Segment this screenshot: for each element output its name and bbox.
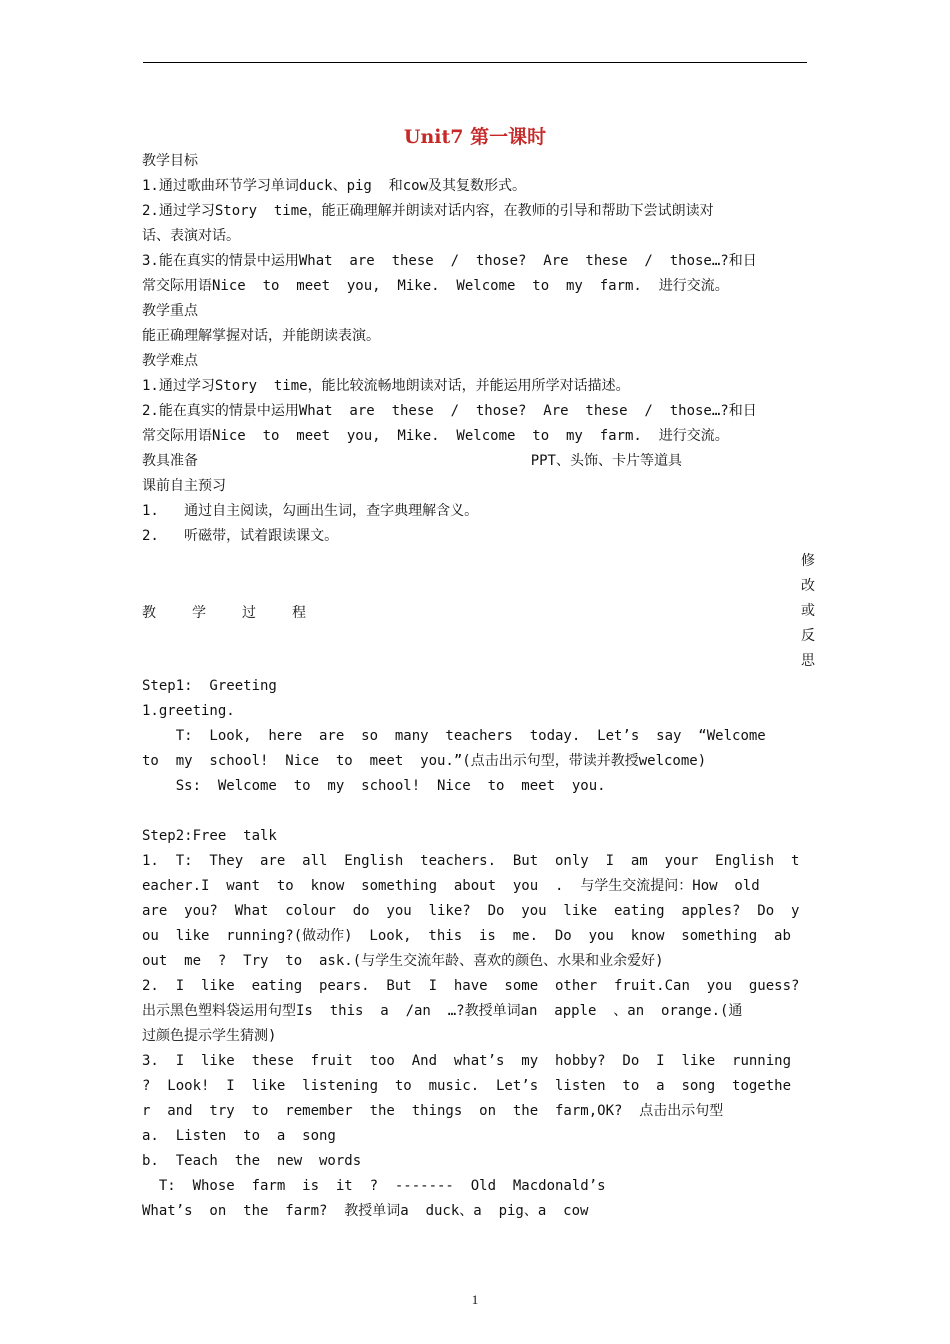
revise-char: 或	[801, 603, 815, 619]
preview-line: 1. 通过自主阅读，勾画出生词，查字典理解含义。	[142, 503, 479, 519]
step1-line: Ss: Welcome to my school! Nice to meet you.	[142, 778, 606, 794]
teaching-aids-row	[142, 449, 810, 474]
preview-heading: 课前自主预习	[142, 478, 226, 494]
step2-line: T: Whose farm is it ? ------- Old Macdonald’s	[142, 1178, 606, 1194]
difficult-heading: 教学难点	[142, 353, 198, 369]
difficult-line: 1.通过学习Story time，能比较流畅地朗读对话，并能运用所学对话描述。	[142, 378, 630, 394]
key-text: 能正确理解掌握对话，并能朗读表演。	[142, 328, 380, 344]
document-title: Unit7 第一课时	[403, 126, 547, 148]
goal-line: 2.通过学习Story time，能正确理解并朗读对话内容，在教师的引导和帮助下尝试朗读对	[142, 203, 714, 219]
step2-line: ? Look! I like listening to music. Let’s listen to a song togethe	[142, 1078, 792, 1094]
difficult-line: 2.能在真实的情景中运用What are these / those? Are these / those…?和日	[142, 403, 757, 419]
step2-line: eacher.I want to know something about you . 与学生交流提问：How old	[142, 878, 760, 894]
step2-line: 过颜色提示学生猜测)	[142, 1028, 277, 1044]
step2-line: b. Teach the new words	[142, 1153, 362, 1169]
goals-heading: 教学目标	[142, 153, 198, 169]
spacer	[142, 799, 810, 824]
step2-line: are you? What colour do you like? Do you like eating apples? Do y	[142, 903, 800, 919]
step2-line: 1. T: They are all English teachers. But only I am your English t	[142, 853, 800, 869]
process-heading: 教学过程	[142, 604, 342, 621]
step1-line: to my school! Nice to meet you.”(点击出示句型，带读并教授welcome)	[142, 753, 707, 769]
key-heading: 教学重点	[142, 303, 198, 319]
step2-line: out me ? Try to ask.(与学生交流年龄、喜欢的颜色、水果和业余爱好)	[142, 953, 664, 969]
revise-char: 思	[801, 653, 815, 669]
step1-sub: 1.greeting.	[142, 703, 235, 719]
teaching-aids-label: 教具准备	[142, 453, 198, 469]
header-rule	[143, 62, 807, 63]
goal-line: 3.能在真实的情景中运用What are these / those? Are these / those…?和日	[142, 253, 757, 269]
goal-line: 话、表演对话。	[142, 228, 240, 244]
step2-line: What’s on the farm? 教授单词a duck、a pig、a cow	[142, 1203, 589, 1219]
document-body	[142, 149, 815, 1224]
step2-line: ou like running?(做动作) Look, this is me. Do you know something ab	[142, 928, 791, 944]
page-number: 1	[471, 1292, 479, 1307]
step2-line: a. Listen to a song	[142, 1128, 336, 1144]
step2-line: 3. I like these fruit too And what’s my hobby? Do I like running	[142, 1053, 792, 1069]
goal-line: 1.通过歌曲环节学习单词duck、pig 和cow及其复数形式。	[142, 178, 527, 194]
step2-line: r and try to remember the things on the farm,OK? 点击出示句型	[142, 1103, 724, 1119]
step2-title: Step2:Free talk	[142, 828, 277, 844]
process-header-row	[142, 549, 815, 674]
teaching-aids-value: PPT、头饰、卡片等道具	[530, 453, 682, 469]
difficult-line: 常交际用语Nice to meet you, Mike. Welcome to my farm. 进行交流。	[142, 428, 729, 444]
revise-char: 改	[801, 578, 815, 594]
step2-line: 出示黑色塑料袋运用句型Is this a /an …?教授单词an apple 、an orange.(通	[142, 1003, 743, 1019]
step2-line: 2. I like eating pears. But I have some other fruit.Can you guess?	[142, 978, 800, 994]
goal-line: 常交际用语Nice to meet you, Mike. Welcome to my farm. 进行交流。	[142, 278, 729, 294]
revise-column-label	[798, 549, 818, 674]
step1-line: T: Look, here are so many teachers today. Let’s say “Welcome	[142, 728, 766, 744]
revise-char: 修	[801, 553, 815, 569]
step1-title: Step1: Greeting	[142, 678, 277, 694]
preview-line: 2. 听磁带，试着跟读课文。	[142, 528, 339, 544]
revise-char: 反	[801, 628, 815, 644]
